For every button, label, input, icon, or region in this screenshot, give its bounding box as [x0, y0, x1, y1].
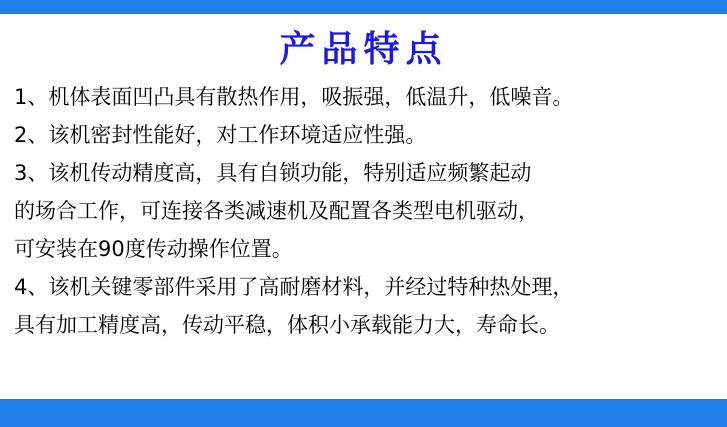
- bottom-decorative-band: [0, 399, 727, 427]
- top-decorative-band: [0, 0, 727, 14]
- feature-line-7: 具有加工精度高，传动平稳，体积小承载能力大，寿命长。: [14, 313, 560, 337]
- feature-line-4: 的场合工作，可连接各类减速机及配置各类型电机驱动，: [14, 199, 539, 223]
- feature-line-3: 3、该机传动精度高，具有自锁功能，特别适应频繁起动: [14, 161, 532, 185]
- feature-line-6: 4、该机关键零部件采用了高耐磨材料，并经过特种热处理，: [14, 275, 574, 299]
- page-title: 产品特点: [279, 28, 448, 70]
- feature-line-5: 可安装在90度传动操作位置。: [14, 237, 293, 261]
- feature-line-2: 2、该机密封性能好，对工作环境适应性强。: [14, 123, 427, 147]
- feature-line-1: 1、机体表面凹凸具有散热作用，吸振强，低温升，低噪音。: [14, 85, 574, 109]
- document-content: [0, 14, 727, 399]
- feature-list: [14, 78, 713, 344]
